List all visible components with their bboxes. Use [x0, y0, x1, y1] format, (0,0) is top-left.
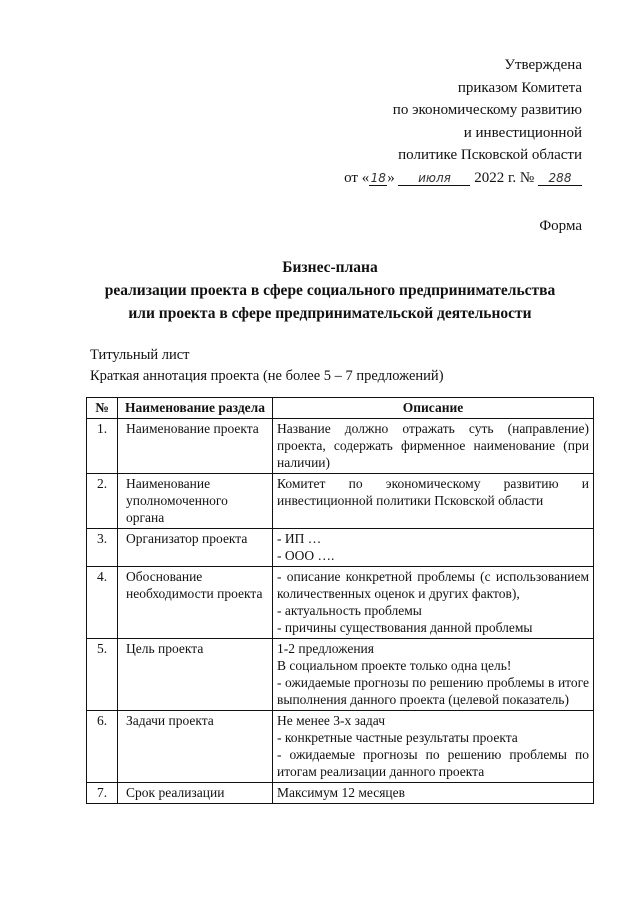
header-num: № — [87, 398, 118, 419]
intro-block — [90, 345, 444, 387]
description-line: - ИП … — [277, 531, 322, 546]
order-year: 2022 г. № — [474, 169, 535, 186]
row-section-name: Организатор проекта — [118, 529, 273, 567]
table-row — [87, 419, 594, 474]
row-section-name: Наименование уполномоченного органа — [118, 474, 273, 529]
row-section-name: Обоснование необходимости проекта — [118, 567, 273, 639]
description-line: Не менее 3-х задач — [277, 713, 386, 728]
business-plan-table — [86, 397, 594, 804]
row-number: 1. — [87, 419, 118, 474]
table-row — [87, 529, 594, 567]
description-line: - актуальность проблемы — [277, 603, 422, 618]
description-line: - описание конкретной проблемы (с использованием количественных оценок и других фактов), — [277, 569, 589, 601]
description-line: Комитет по экономическому развитию и инвестиционной политики Псковской области — [277, 476, 589, 508]
table-body — [87, 419, 594, 804]
row-description — [273, 711, 594, 783]
description-line: - ожидаемые прогнозы по решению проблемы по итогам реализации данного проекта — [277, 747, 589, 779]
order-prefix: от « — [344, 169, 370, 186]
order-number: 288 — [538, 171, 582, 186]
approval-line: приказом Комитета — [457, 79, 582, 96]
row-section-name: Срок реализации — [118, 783, 273, 804]
description-line: - ООО …. — [277, 548, 335, 563]
quote-close: » — [387, 169, 395, 186]
row-number: 5. — [87, 639, 118, 711]
row-description — [273, 474, 594, 529]
row-number: 3. — [87, 529, 118, 567]
description-line: - ожидаемые прогнозы по решению проблемы в итоге выполнения данного проекта (целевой показатель) — [277, 675, 589, 707]
row-number: 2. — [87, 474, 118, 529]
row-description — [273, 783, 594, 804]
row-number: 4. — [87, 567, 118, 639]
approval-line: по экономическому развитию — [392, 102, 582, 118]
description-line: Название должно отражать суть (направление) проекта, содержать фирменное наименование (при наличии) — [277, 421, 589, 470]
row-section-name: Цель проекта — [118, 639, 273, 711]
document-title — [60, 256, 600, 325]
approval-block — [344, 54, 582, 189]
intro-title-page: Титульный лист — [90, 347, 190, 363]
table-row — [87, 783, 594, 804]
table-row — [87, 567, 594, 639]
order-day: 18 — [370, 170, 386, 185]
approval-line: и инвестиционной — [463, 124, 582, 141]
row-section-name: Задачи проекта — [118, 711, 273, 783]
order-line — [344, 167, 582, 190]
approval-line: политике Псковской области — [398, 147, 582, 163]
row-description — [273, 419, 594, 474]
description-line: - причины существования данной проблемы — [277, 620, 533, 635]
description-line: 1-2 предложения — [277, 641, 374, 656]
table-row — [87, 711, 594, 783]
intro-annotation: Краткая аннотация проекта (не более 5 – 7 предложений) — [90, 368, 444, 384]
table-row — [87, 639, 594, 711]
header-section-name: Наименование раздела — [118, 398, 273, 419]
order-month: июля — [398, 171, 470, 186]
approval-line: Утверждена — [504, 57, 582, 73]
title-line-1: Бизнес-плана — [282, 259, 378, 276]
row-section-name: Наименование проекта — [118, 419, 273, 474]
title-line-3: или проекта в сфере предпринимательской деятельности — [128, 305, 532, 322]
description-line: - конкретные частные результаты проекта — [277, 730, 518, 745]
row-description — [273, 529, 594, 567]
row-number: 7. — [87, 783, 118, 804]
row-number: 6. — [87, 711, 118, 783]
description-line: В социальном проекте только одна цель! — [277, 658, 512, 673]
description-line: Максимум 12 месяцев — [277, 785, 406, 800]
header-description: Описание — [273, 398, 594, 419]
row-description — [273, 567, 594, 639]
title-line-2: реализации проекта в сфере социального предпринимательства — [104, 282, 556, 299]
table-header-row — [87, 398, 594, 419]
form-label: Форма — [539, 218, 582, 234]
table-row — [87, 474, 594, 529]
row-description — [273, 639, 594, 711]
